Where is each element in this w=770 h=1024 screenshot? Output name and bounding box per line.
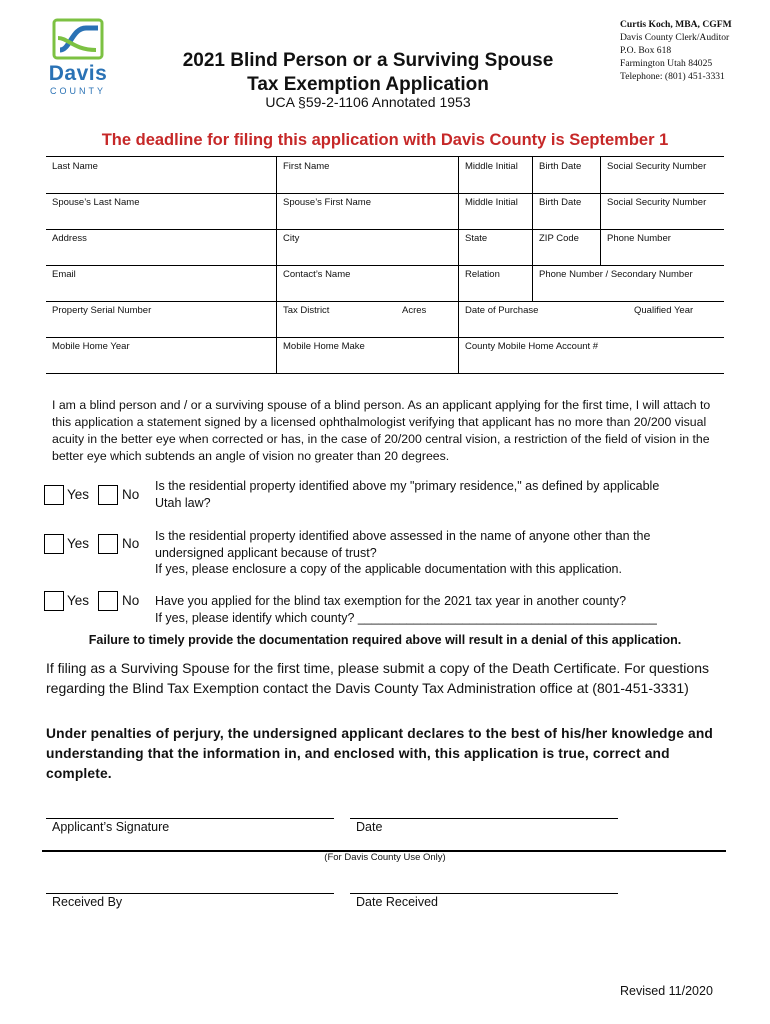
q1-line: Utah law?	[155, 495, 211, 510]
field-spouse-first-name[interactable]: Spouse’s First Name	[276, 193, 458, 229]
row-contact	[46, 265, 724, 302]
perjury-declaration: Under penalties of perjury, the undersigned applicant declares to the best of his/her knowledge and understanding that the information in, and enclosed with, this application is true, correct and complete.	[46, 726, 714, 781]
q2-yes-label: Yes	[67, 536, 90, 551]
field-first-name[interactable]: First Name	[276, 157, 458, 193]
field-date-of-purchase[interactable]: Date of Purchase	[458, 301, 628, 337]
row-address	[46, 229, 724, 266]
field-spouse-birth-date[interactable]: Birth Date	[532, 193, 600, 229]
field-mobile-home-year[interactable]: Mobile Home Year	[52, 341, 130, 352]
field-spouse-ssn[interactable]: Social Security Number	[600, 193, 724, 229]
field-tax-district[interactable]: Tax District	[276, 301, 394, 337]
date-received-line[interactable]	[350, 893, 618, 894]
q2-line: If yes, please enclosure a copy of the applicable documentation with this application.	[155, 562, 622, 576]
date-label: Date	[356, 820, 383, 834]
clerk-info	[620, 18, 732, 83]
blind-statement: I am a blind person and / or a surviving spouse of a blind person. As an applicant applying for the first time, I will attach to this application a statement signed by a licensed ophthalmologist verifying that applicant has no more than 20/200 visual acuity in the better eye when corrected or has, in the case of 20/200 central vision, a restriction of the field of vision in the better eye which subtends an angle of vision no greater than 20 degrees.	[52, 398, 711, 463]
field-spouse-middle-initial[interactable]: Middle Initial	[458, 193, 532, 229]
office-use-only: (For Davis County Use Only)	[324, 852, 446, 863]
q2-no-label: No	[122, 536, 140, 551]
field-birth-date[interactable]: Birth Date	[532, 157, 600, 193]
received-by-line[interactable]	[46, 893, 334, 894]
field-relation[interactable]: Relation	[458, 265, 532, 301]
field-secondary-phone[interactable]: Phone Number / Secondary Number	[532, 265, 724, 301]
field-acres[interactable]: Acres	[402, 305, 427, 316]
applicant-info-grid	[46, 156, 724, 374]
field-contact-name[interactable]: Contact’s Name	[276, 265, 458, 301]
field-address[interactable]: Address	[52, 233, 87, 244]
field-zip[interactable]: ZIP Code	[532, 229, 600, 265]
field-property-serial[interactable]: Property Serial Number	[52, 305, 152, 316]
q1-yes-checkbox[interactable]	[44, 485, 64, 505]
logo-word: Davis	[48, 62, 108, 85]
row-mobile-home	[46, 337, 724, 373]
applicant-signature-label: Applicant’s Signature	[52, 820, 170, 834]
clerk-phone: Telephone: (801) 451-3331	[620, 71, 725, 82]
clerk-name: Curtis Koch, MBA, CGFM	[620, 19, 732, 30]
field-state[interactable]: State	[458, 229, 532, 265]
field-phone[interactable]: Phone Number	[600, 229, 724, 265]
row-applicant	[46, 157, 724, 194]
applicant-signature-line[interactable]	[46, 818, 334, 819]
field-last-name[interactable]: Last Name	[52, 161, 98, 172]
clerk-city: Farmington Utah 84025	[620, 58, 713, 69]
revised-date: Revised 11/2020	[620, 984, 713, 998]
field-mobile-home-account[interactable]: County Mobile Home Account #	[458, 337, 724, 373]
q2-no-checkbox[interactable]	[98, 534, 118, 554]
q3-yes-label: Yes	[67, 593, 90, 608]
q2-line: Is the residential property identified above assessed in the name of anyone other than the	[155, 529, 651, 543]
date-line[interactable]	[350, 818, 618, 819]
q2-line: undersigned applicant because of trust?	[155, 545, 377, 560]
field-ssn[interactable]: Social Security Number	[600, 157, 724, 193]
q3-no-label: No	[122, 593, 140, 608]
question-other-county	[155, 593, 723, 626]
row-property	[46, 301, 724, 338]
q1-no-checkbox[interactable]	[98, 485, 118, 505]
question-primary-residence	[155, 478, 723, 511]
q3-no-checkbox[interactable]	[98, 591, 118, 611]
clerk-title: Davis County Clerk/Auditor	[620, 32, 730, 43]
logo-sub: COUNTY	[50, 86, 106, 96]
q3-line: Have you applied for the blind tax exemption for the 2021 tax year in another county?	[155, 594, 627, 608]
field-qualified-year[interactable]: Qualified Year	[634, 305, 694, 316]
q1-line: Is the residential property identified above my "primary residence," as defined by applicable	[155, 479, 660, 493]
clerk-pobox: P.O. Box 618	[620, 45, 672, 56]
q3-yes-checkbox[interactable]	[44, 591, 64, 611]
q1-yes-label: Yes	[67, 487, 90, 502]
date-received-label: Date Received	[356, 895, 438, 909]
q2-yes-checkbox[interactable]	[44, 534, 64, 554]
davis-county-logo	[38, 18, 118, 96]
field-city[interactable]: City	[276, 229, 458, 265]
field-mobile-home-make[interactable]: Mobile Home Make	[276, 337, 458, 373]
logo-emblem-icon	[52, 18, 104, 60]
field-email[interactable]: Email	[52, 269, 76, 280]
field-spouse-last-name[interactable]: Spouse’s Last Name	[52, 197, 140, 208]
field-middle-initial[interactable]: Middle Initial	[458, 157, 532, 193]
q1-no-label: No	[122, 487, 140, 502]
row-spouse	[46, 193, 724, 230]
q3-line: If yes, please identify which county? ___________________________________________	[155, 610, 657, 625]
deadline-notice: The deadline for filing this application with Davis County is September 1	[101, 131, 669, 149]
form-subtitle: UCA §59-2-1106 Annotated 1953	[265, 94, 471, 110]
form-title-line1: 2021 Blind Person or a Surviving Spouse	[182, 50, 554, 71]
form-title-line2: Tax Exemption Application	[247, 74, 489, 95]
failure-notice: Failure to timely provide the documentation required above will result in a denial of this application.	[88, 633, 682, 647]
question-trust	[155, 528, 723, 578]
received-by-label: Received By	[52, 895, 123, 909]
surviving-spouse-note: If filing as a Surviving Spouse for the first time, please submit a copy of the Death Certificate. For questions regarding the Blind Tax Exemption contact the Davis County Tax Administration office at (801-451-3331)	[46, 660, 709, 696]
